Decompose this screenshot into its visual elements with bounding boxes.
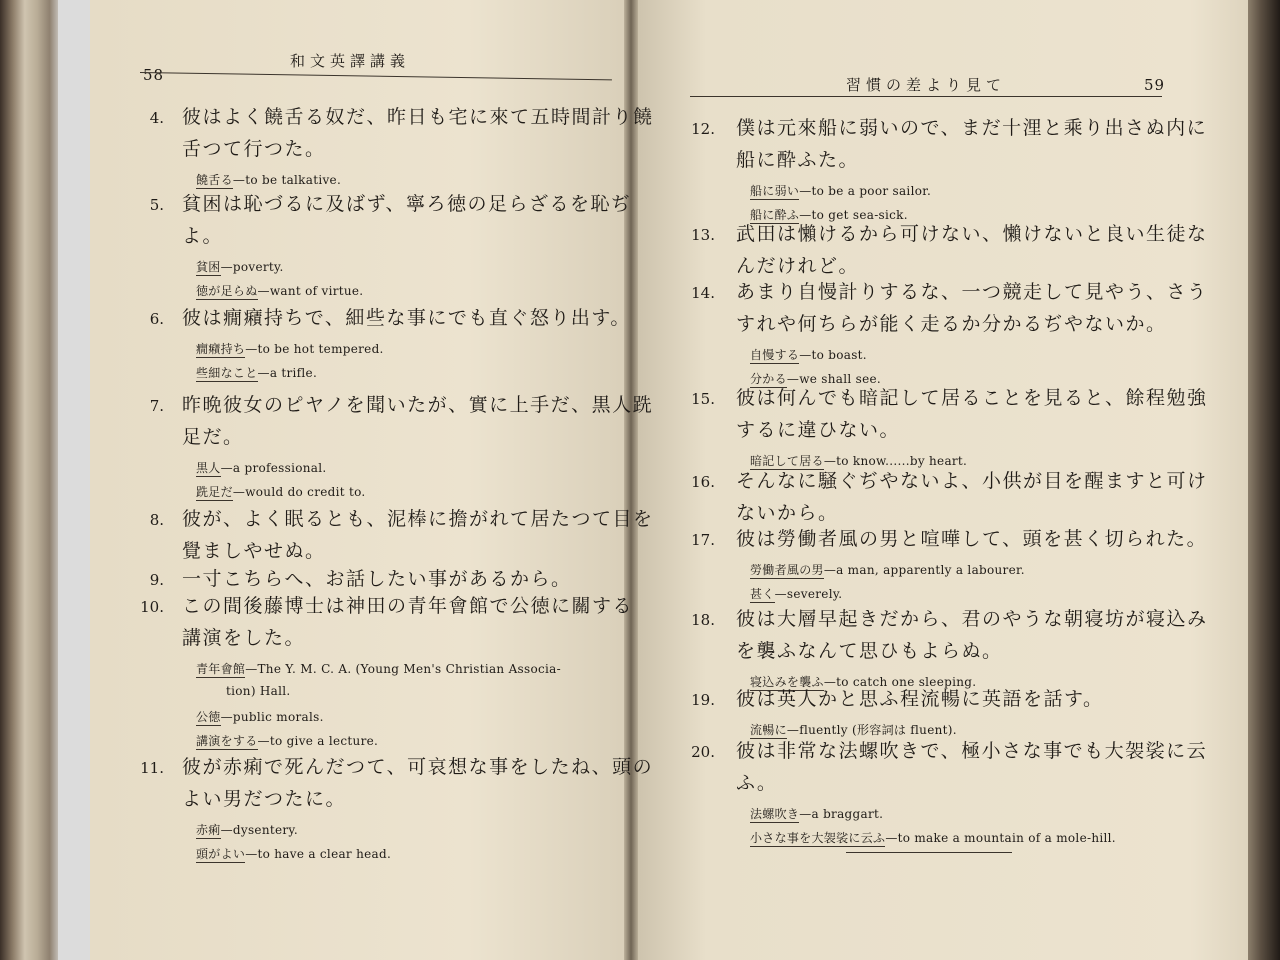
gloss-term: 暗記して居る: [750, 454, 824, 468]
entry-number: 8.: [149, 511, 164, 529]
entry-number: 11.: [140, 759, 164, 777]
vocabulary-gloss: [196, 171, 341, 188]
japanese-sentence-line: よ。: [182, 225, 224, 247]
page-edge-strip: [58, 0, 90, 960]
vocabulary-gloss: [196, 258, 284, 275]
gloss-term: 青年會館: [196, 662, 246, 676]
gloss-definition: —to get sea-sick.: [799, 208, 908, 222]
entry-number: 4.: [149, 109, 164, 127]
gloss-definition: —The Y. M. C. A. (Young Men's Christian Associa-: [245, 662, 561, 676]
gloss-term: 癇癪持ち: [196, 342, 246, 356]
japanese-sentence-line: んだけれど。: [736, 255, 860, 277]
japanese-sentence-line: 船に酔ふた。: [736, 149, 860, 171]
gloss-definition: —poverty.: [220, 260, 284, 274]
entry-number: 16.: [691, 473, 715, 491]
entry-number: 6.: [149, 310, 164, 328]
gloss-definition: —to be a poor sailor.: [799, 184, 932, 198]
vocabulary-gloss: [196, 340, 384, 357]
vocabulary-gloss: [196, 483, 366, 500]
left-page: [90, 0, 630, 960]
gloss-definition: —to be hot tempered.: [245, 342, 384, 356]
entry-number: 13.: [691, 226, 715, 244]
gloss-definition: —we shall see.: [786, 372, 882, 386]
book-edge-left: [0, 0, 62, 960]
japanese-sentence-line: 彼は何んでも暗記して居ることを見ると、餘程勉強: [736, 387, 1208, 409]
entry-number: 19.: [691, 691, 715, 709]
vocabulary-gloss: [196, 821, 298, 838]
japanese-sentence-line: 彼はよく饒舌る奴だ、昨日も宅に來て五時間計り饒: [182, 106, 654, 128]
vocabulary-gloss: [750, 585, 842, 602]
gloss-definition: —a braggart.: [799, 807, 884, 821]
gloss-definition: —dysentery.: [220, 823, 299, 837]
vocabulary-gloss: [196, 660, 561, 677]
japanese-sentence-line: 彼は大層早起きだから、君のやうな朝寝坊が寝込み: [736, 608, 1208, 630]
vocabulary-gloss: [750, 829, 1116, 846]
vocabulary-gloss: [196, 459, 326, 476]
japanese-sentence-line: ふ。: [736, 772, 778, 794]
japanese-sentence-line: あまり自慢計りするな、一つ競走して見やう、さう: [736, 281, 1208, 303]
gloss-definition: —to know......by heart.: [823, 454, 968, 468]
entry-number: 5.: [149, 196, 164, 214]
gloss-term: 講演をする: [196, 734, 258, 748]
japanese-sentence-line: 覺ましやせぬ。: [182, 540, 326, 562]
gloss-term: 些細なこと: [196, 366, 258, 380]
gloss-definition: —fluently (形容詞は fluent).: [786, 723, 957, 737]
gloss-term: 流暢に: [750, 723, 787, 737]
japanese-sentence-line: 彼は勞働者風の男と喧嘩して、頭を甚く切られた。: [736, 528, 1208, 550]
japanese-sentence-line: 昨晩彼女のピヤノを聞いたが、實に上手だ、黒人跣: [182, 394, 654, 416]
japanese-sentence-line: ないから。: [736, 502, 839, 524]
vocabulary-gloss: [196, 708, 324, 725]
right-header-rule: [690, 96, 1162, 97]
gloss-term: 船に酔ふ: [750, 208, 800, 222]
gloss-term: 勞働者風の男: [750, 563, 824, 577]
book-gutter: [624, 0, 638, 960]
gloss-term: 跣足だ: [196, 485, 233, 499]
japanese-sentence-line: 講演をした。: [182, 627, 306, 649]
entry-number: 20.: [691, 743, 715, 761]
vocabulary-gloss: [750, 561, 1025, 578]
entry-number: 9.: [149, 571, 164, 589]
japanese-sentence-line: するに違ひない。: [736, 419, 901, 441]
vocabulary-gloss: [750, 346, 867, 363]
japanese-sentence-line: 一寸こちらへ、お話したい事があるから。: [182, 568, 572, 590]
vocabulary-gloss: [196, 282, 363, 299]
gloss-definition: —a man, apparently a labourer.: [823, 563, 1025, 577]
gloss-definition: —severely.: [774, 587, 843, 601]
left-running-head: 和文英譯講義: [290, 52, 411, 70]
japanese-sentence-line: 彼が赤痢で死んだつて、可哀想な事をしたね、頭の: [182, 756, 654, 778]
gloss-definition: —to give a lecture.: [257, 734, 379, 748]
entry-number: 7.: [149, 397, 164, 415]
gloss-term: 公徳: [196, 710, 221, 724]
entry-number: 18.: [691, 611, 715, 629]
entry-number: 15.: [691, 390, 715, 408]
gloss-definition: —to make a mountain of a mole-hill.: [885, 831, 1116, 845]
vocabulary-gloss: [196, 364, 317, 381]
gloss-definition: —a professional.: [220, 461, 327, 475]
gloss-term: 法螺吹き: [750, 807, 800, 821]
gloss-term: 甚く: [750, 587, 775, 601]
right-page-number: 59: [1144, 76, 1166, 94]
japanese-sentence-line: 彼が、よく眠るとも、泥棒に擔がれて居たつて目を: [182, 508, 654, 530]
gloss-term: 貧困: [196, 260, 221, 274]
japanese-sentence-line: を襲ふなんて思ひもよらぬ。: [736, 640, 1003, 662]
gloss-definition: —to have a clear head.: [245, 847, 392, 861]
gloss-term: 黒人: [196, 461, 221, 475]
gloss-definition: —to boast.: [799, 348, 867, 362]
gloss-definition: —to catch one sleeping.: [823, 675, 977, 689]
gloss-term: 分かる: [750, 372, 787, 386]
entry-number: 17.: [691, 531, 715, 549]
vocabulary-gloss: [750, 182, 931, 199]
book-cover-right: [1248, 0, 1280, 960]
vocabulary-gloss: [750, 805, 883, 822]
left-page-number: 58: [143, 66, 165, 84]
vocabulary-gloss: [196, 732, 378, 749]
gloss-definition: —public morals.: [220, 710, 324, 724]
gloss-term: 徳が足らぬ: [196, 284, 258, 298]
gloss-definition: —want of virtue.: [257, 284, 364, 298]
entry-number: 12.: [691, 120, 715, 138]
japanese-sentence-line: 彼は非常な法螺吹きで、極小さな事でも大袈裟に云: [736, 740, 1208, 762]
entry-number: 10.: [140, 598, 164, 616]
gloss-term: 自慢する: [750, 348, 800, 362]
end-of-section-rule: [846, 852, 1012, 853]
entry-number: 14.: [691, 284, 715, 302]
japanese-sentence-line: 彼は英人かと思ふ程流暢に英語を話す。: [736, 688, 1104, 710]
gloss-term: 頭がよい: [196, 847, 246, 861]
gloss-term: 小さな事を大袈裟に云ふ: [750, 831, 886, 845]
japanese-sentence-line: 彼は癇癪持ちで、細些な事にでも直ぐ怒り出す。: [182, 307, 631, 329]
gloss-definition: —to be talkative.: [232, 173, 342, 187]
gloss-definition: —would do credit to.: [232, 485, 366, 499]
japanese-sentence-line: この間後藤博士は神田の青年會館で公徳に關する: [182, 595, 634, 617]
japanese-sentence-line: 武田は懶けるから可けない、懶けないと良い生徒な: [736, 223, 1208, 245]
japanese-sentence-line: 貧困は恥づるに及ばず、寧ろ徳の足らざるを恥ぢ: [182, 193, 632, 215]
gloss-term: 船に弱い: [750, 184, 800, 198]
vocabulary-gloss: [226, 684, 291, 698]
gloss-definition: —a trifle.: [257, 366, 318, 380]
gloss-term: 寝込みを襲ふ: [750, 675, 824, 689]
japanese-sentence-line: 僕は元來船に弱いので、まだ十浬と乘り出さぬ内に: [736, 117, 1208, 139]
japanese-sentence-line: 足だ。: [182, 426, 244, 448]
gloss-term: 赤痢: [196, 823, 221, 837]
japanese-sentence-line: すれや何ちらが能く走るか分かるぢやないか。: [736, 313, 1167, 335]
gloss-term: 饒舌る: [196, 173, 233, 187]
right-running-head: 習慣の差より見て: [846, 76, 1007, 94]
japanese-sentence-line: 舌つて行つた。: [182, 138, 326, 160]
japanese-sentence-line: よい男だつたに。: [182, 788, 347, 810]
vocabulary-gloss: [196, 845, 391, 862]
gloss-definition: tion) Hall.: [226, 684, 291, 698]
japanese-sentence-line: そんなに騒ぐぢやないよ、小供が目を醒ますと可け: [736, 470, 1208, 492]
